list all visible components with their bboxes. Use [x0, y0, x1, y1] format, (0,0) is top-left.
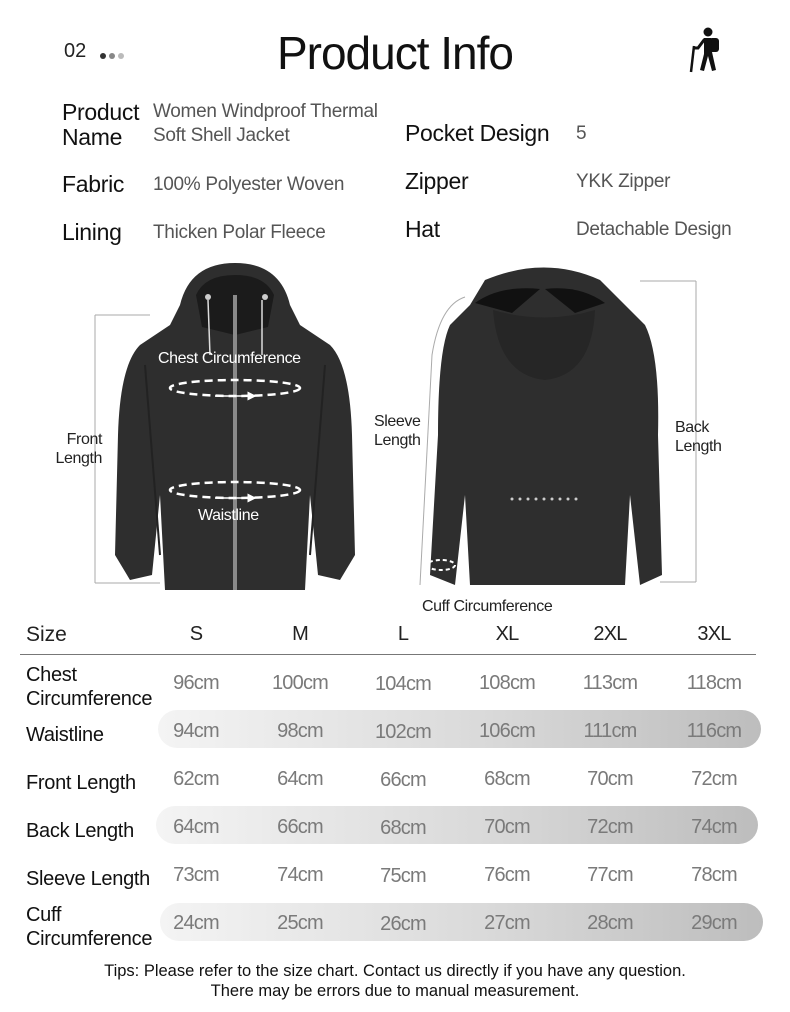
size-header-xl: XL [495, 623, 519, 645]
sleeve-length-line: Sleeve [374, 413, 421, 430]
product-name-value [153, 100, 378, 148]
cell-back-s: 64cm [173, 816, 219, 838]
front-length-line: Front [66, 431, 102, 448]
size-header-l: L [397, 623, 409, 645]
front-length-line: Length [55, 450, 102, 467]
cell-sleeve-xl: 76cm [484, 864, 530, 886]
row-label-cuff [26, 903, 152, 951]
zipper-label: Zipper [405, 168, 469, 194]
hat-label: Hat [405, 216, 440, 242]
row-label-waist [26, 723, 104, 747]
cell-waist-xl: 106cm [478, 720, 536, 742]
cell-back-l: 68cm [380, 817, 426, 839]
table-divider [20, 654, 756, 655]
page-number: 02 [64, 40, 87, 62]
row-label-line: Circumference [26, 928, 153, 950]
row-label-line: Back Length [26, 820, 134, 842]
product-name-value-line: Women Windproof Thermal [153, 101, 378, 122]
row-label-line: Circumference [26, 688, 153, 710]
cell-back-2xl: 72cm [587, 816, 633, 838]
back-length-line: Length [675, 438, 722, 455]
size-header-m: M [292, 623, 308, 645]
fabric-value: 100% Polyester Woven [153, 174, 345, 195]
chest-text: Chest Circumference [158, 350, 301, 367]
lining-value: Thicken Polar Fleece [153, 222, 326, 243]
cell-chest-s: 96cm [173, 672, 219, 694]
cell-cuff-2xl: 28cm [587, 912, 633, 934]
cell-cuff-l: 26cm [380, 913, 426, 935]
cell-front-xl: 68cm [484, 768, 530, 790]
row-label-chest [26, 663, 152, 711]
cell-back-xl: 70cm [484, 816, 530, 838]
pocket-value: 5 [576, 123, 587, 144]
row-label-back-length [26, 819, 134, 843]
cell-waist-l: 102cm [374, 721, 432, 743]
size-header-label: Size [26, 623, 67, 646]
cell-cuff-3xl: 29cm [691, 912, 737, 934]
tips-line: There may be errors due to manual measurement. [210, 982, 580, 1000]
product-name-label-line: Product [62, 99, 140, 125]
cell-waist-2xl: 111cm [583, 720, 637, 742]
cell-front-m: 64cm [277, 768, 323, 790]
size-header-s: S [189, 623, 203, 645]
page-title: Product Info [276, 27, 514, 79]
tips-line: Tips: Please refer to the size chart. Contact us directly if you have any question. [104, 962, 686, 980]
size-header-3xl: 3XL [697, 623, 731, 645]
cell-sleeve-s: 73cm [173, 864, 219, 886]
back-jacket-image [430, 268, 662, 586]
row-label-sleeve-length [26, 867, 150, 891]
cell-cuff-xl: 27cm [484, 912, 530, 934]
cell-cuff-s: 24cm [173, 912, 219, 934]
sleeve-length-text [374, 412, 421, 450]
cell-chest-l: 104cm [374, 673, 432, 695]
cell-back-m: 66cm [277, 816, 323, 838]
product-name-label [62, 100, 139, 150]
cell-sleeve-l: 75cm [380, 865, 426, 887]
back-length-line: Back [675, 419, 709, 436]
front-length-text [50, 430, 102, 468]
row-label-line: Sleeve Length [26, 868, 150, 890]
fabric-label: Fabric [62, 171, 125, 197]
cell-front-3xl: 72cm [691, 768, 737, 790]
cell-back-3xl: 74cm [691, 816, 737, 838]
front-jacket-image [115, 263, 355, 590]
hiker-icon [686, 26, 726, 74]
waistline-text: Waistline [198, 507, 259, 524]
product-name-value-line: Soft Shell Jacket [153, 125, 290, 146]
cell-chest-xl: 108cm [478, 672, 536, 694]
cell-sleeve-2xl: 77cm [587, 864, 633, 886]
pocket-label: Pocket Design [405, 120, 550, 146]
cell-front-l: 66cm [380, 769, 426, 791]
cell-chest-3xl: 118cm [686, 672, 742, 694]
sleeve-length-line: Length [374, 432, 421, 449]
cell-front-s: 62cm [173, 768, 219, 790]
size-header-2xl: 2XL [593, 623, 627, 645]
tips-text [0, 961, 790, 1001]
cell-front-2xl: 70cm [587, 768, 633, 790]
cell-chest-m: 100cm [271, 672, 329, 694]
row-label-front-length [26, 771, 136, 795]
zipper-value: YKK Zipper [576, 171, 671, 192]
row-label-line: Chest [26, 664, 77, 686]
lining-label: Lining [62, 219, 122, 245]
cell-waist-m: 98cm [277, 720, 323, 742]
cell-sleeve-3xl: 78cm [691, 864, 737, 886]
cell-cuff-m: 25cm [277, 912, 323, 934]
cell-chest-2xl: 113cm [582, 672, 638, 694]
cell-waist-3xl: 116cm [686, 720, 742, 742]
row-label-line: Front Length [26, 772, 136, 794]
cuff-text: Cuff Circumference [422, 598, 553, 615]
row-label-line: Cuff [26, 904, 62, 926]
hat-value: Detachable Design [576, 219, 732, 240]
cell-sleeve-m: 74cm [277, 864, 323, 886]
product-name-label-line: Name [62, 124, 123, 150]
back-length-text [675, 418, 722, 456]
row-label-line: Waistline [26, 724, 104, 746]
cell-waist-s: 94cm [173, 720, 219, 742]
